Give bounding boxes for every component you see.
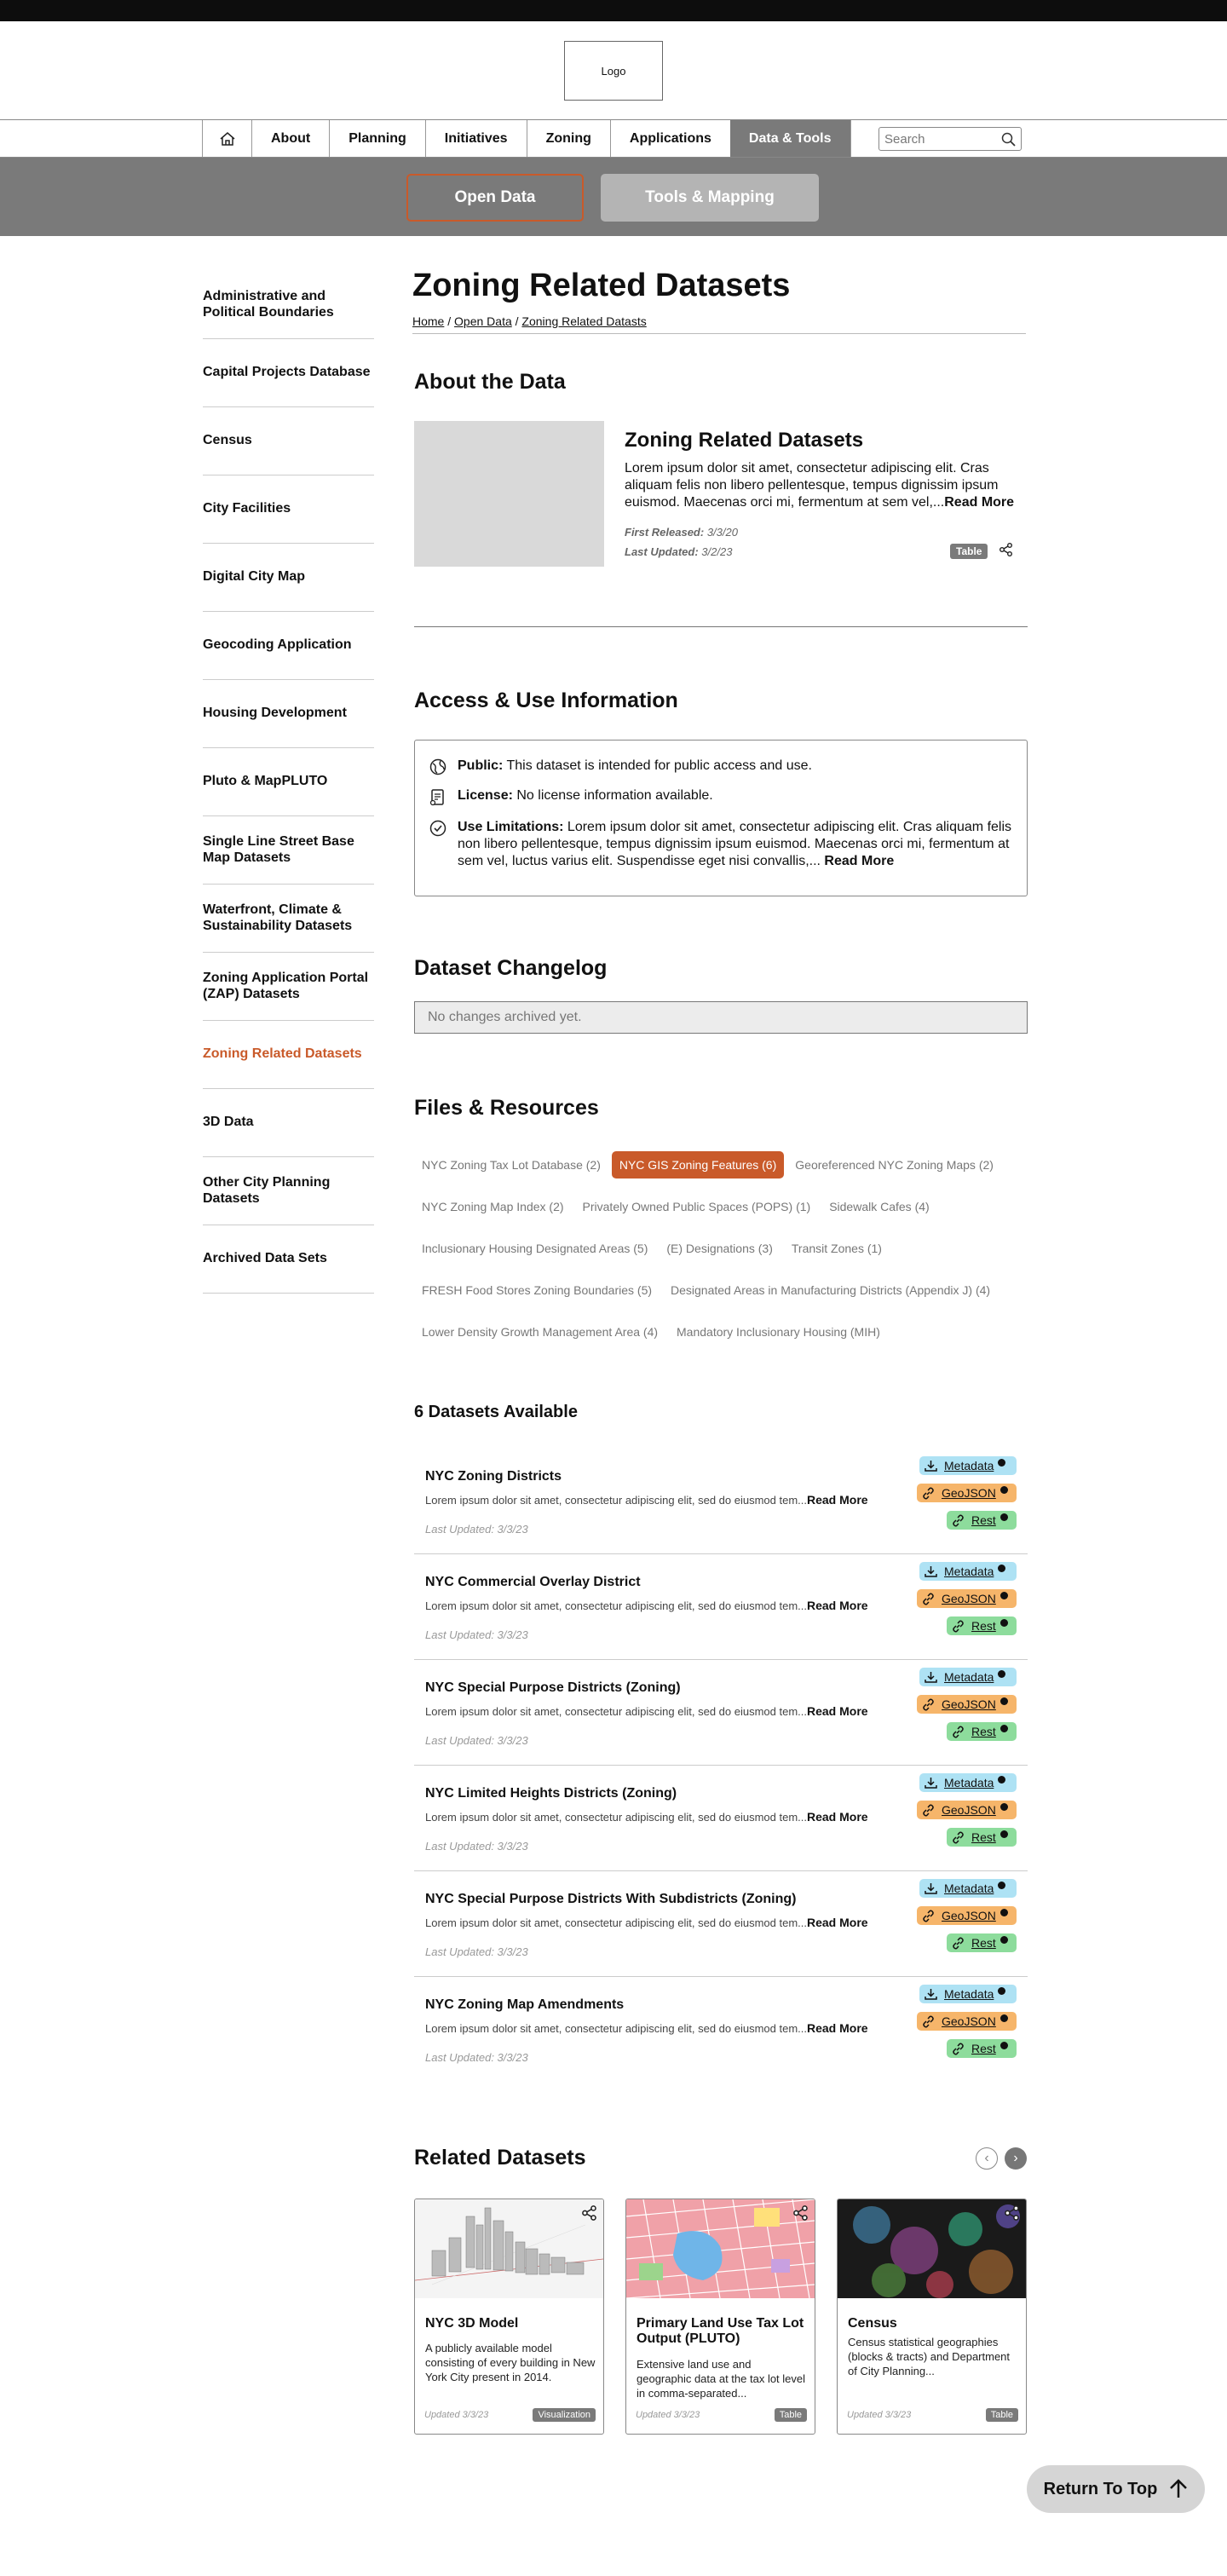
card-title: NYC 3D Model (425, 2316, 519, 2331)
info-dot-icon (998, 1565, 1005, 1572)
geojson-button[interactable] (917, 1589, 1017, 1608)
tools-mapping-button[interactable]: Tools & Mapping (601, 174, 819, 222)
use-read-more[interactable]: Read More (824, 854, 895, 868)
info-dot-icon (998, 1459, 1005, 1467)
metadata-button[interactable] (919, 1456, 1017, 1475)
sidebar-item-capital-projects[interactable]: Capital Projects Database (203, 339, 374, 407)
card-updated: Updated 3/3/23 (636, 2410, 700, 2420)
dataset-title[interactable]: NYC Special Purpose Districts (Zoning) (425, 1680, 681, 1695)
info-dot-icon (998, 1670, 1005, 1678)
card-title: Primary Land Use Tax Lot Output (PLUTO) (637, 2316, 804, 2347)
public-text: This dataset is intended for public access and use. (506, 758, 812, 773)
open-data-button[interactable]: Open Data (406, 174, 584, 222)
dataset-description (425, 2021, 868, 2035)
download-icon (925, 1882, 937, 1894)
rest-label: Rest (971, 1725, 996, 1738)
rest-button[interactable] (947, 2039, 1017, 2058)
metadata-label: Metadata (944, 1882, 994, 1895)
download-icon (925, 1777, 937, 1789)
dataset-description (425, 1704, 868, 1718)
card-tag: Table (986, 2408, 1018, 2422)
public-label: Public: (458, 758, 504, 773)
link-icon (922, 1593, 935, 1605)
download-icon (925, 1988, 937, 2000)
dataset-description (425, 1810, 868, 1824)
dataset-row (414, 1766, 1028, 1871)
nav-initiatives[interactable]: Initiatives (425, 120, 527, 157)
changelog-box: No changes archived yet. (414, 1001, 1028, 1034)
geojson-label: GeoJSON (942, 1803, 996, 1817)
first-released-value: 3/3/20 (706, 526, 738, 539)
first-released (625, 526, 738, 539)
license-icon (429, 788, 447, 807)
chip-fresh-food[interactable]: FRESH Food Stores Zoning Boundaries (5) (422, 1283, 653, 1297)
license-text: No license information available. (516, 788, 713, 803)
rest-button[interactable] (947, 1511, 1017, 1530)
use-text: Lorem ipsum dolor sit amet, consectetur adipiscing elit. Cras aliquam felis non libero pellentesque, tempus dignissim ipsum euismod. Maecenas orci mi, fermentum at sem vel, luctus varius elit. Suspendisse eget nisi convallis,... (458, 820, 1012, 868)
logo[interactable]: Logo (564, 41, 663, 101)
share-icon[interactable] (792, 2204, 809, 2222)
about-heading: About the Data (414, 370, 566, 394)
nav-about[interactable]: About (251, 120, 329, 157)
info-dot-icon (1000, 1619, 1008, 1627)
download-icon (925, 1565, 937, 1577)
chevron-left-icon: ‹ (984, 2151, 989, 2165)
divider (414, 626, 1028, 627)
sidebar-item-housing[interactable]: Housing Development (203, 680, 374, 748)
dataset-desc-text: Lorem ipsum dolor sit amet, consectetur adipiscing elit, sed do eiusmod tem... (425, 1599, 807, 1612)
home-nav-button[interactable] (202, 120, 251, 157)
city-3d-model-image (415, 2199, 603, 2298)
first-released-label: First Released: (625, 526, 705, 539)
dataset-desc-text: Lorem ipsum dolor sit amet, consectetur adipiscing elit, sed do eiusmod tem... (425, 1916, 807, 1929)
chip-e-designations[interactable]: (E) Designations (3) (666, 1242, 773, 1255)
home-icon (219, 131, 236, 147)
dataset-read-more[interactable]: Read More (807, 1704, 868, 1718)
link-icon (922, 1910, 935, 1922)
sidebar-item-census[interactable]: Census (203, 407, 374, 475)
dataset-updated: Last Updated: 3/3/23 (425, 1945, 528, 1958)
info-dot-icon (1000, 1725, 1008, 1732)
info-dot-icon (1000, 1697, 1008, 1705)
sidebar (203, 271, 374, 1294)
breadcrumb-current[interactable]: Zoning Related Datasts (521, 314, 647, 328)
dataset-read-more[interactable]: Read More (807, 1493, 868, 1507)
carousel-next-button[interactable] (1005, 2147, 1027, 2170)
link-icon (952, 1831, 965, 1844)
dataset-row (414, 1554, 1028, 1660)
geojson-label: GeoJSON (942, 1697, 996, 1711)
chip-sidewalk-cafes[interactable]: Sidewalk Cafes (4) (829, 1200, 930, 1213)
dataset-updated: Last Updated: 3/3/23 (425, 1523, 528, 1536)
download-icon (925, 1460, 937, 1472)
resource-filter-chips (414, 1150, 1036, 1358)
sidebar-item-3d-data[interactable]: 3D Data (203, 1089, 374, 1157)
last-updated (625, 545, 732, 558)
census-map-image (838, 2199, 1026, 2298)
chip-transit-zones[interactable]: Transit Zones (1) (791, 1242, 882, 1255)
changelog-heading: Dataset Changelog (414, 956, 608, 980)
license-label: License: (458, 788, 513, 803)
metadata-label: Metadata (944, 1776, 994, 1789)
access-info-box (414, 740, 1028, 896)
geojson-label: GeoJSON (942, 2014, 996, 2028)
about-image-placeholder (414, 421, 604, 567)
sidebar-item-waterfront[interactable]: Waterfront, Climate & Sustainability Datasets (203, 885, 374, 953)
related-heading: Related Datasets (414, 2146, 586, 2170)
geojson-label: GeoJSON (942, 1909, 996, 1922)
datasets-count: 6 Datasets Available (414, 1403, 578, 1421)
carousel-prev-button[interactable] (976, 2147, 998, 2170)
search-placeholder: Search (884, 131, 925, 147)
sidebar-item-zoning-related[interactable]: Zoning Related Datasets (203, 1021, 374, 1089)
info-dot-icon (1000, 1486, 1008, 1494)
access-heading: Access & Use Information (414, 689, 678, 712)
info-dot-icon (1000, 1513, 1008, 1521)
pluto-map-image (626, 2199, 815, 2298)
dataset-updated: Last Updated: 3/3/23 (425, 1840, 528, 1853)
share-icon[interactable] (999, 542, 1014, 557)
card-description: Census statistical geographies (blocks & tracts) and Department of City Planning... (848, 2336, 1011, 2377)
rest-label: Rest (971, 1936, 996, 1950)
access-use-row (429, 819, 1013, 870)
breadcrumb-open-data[interactable]: Open Data (454, 314, 512, 328)
info-dot-icon (1000, 1909, 1008, 1916)
link-icon (952, 1620, 965, 1633)
globe-icon (429, 758, 447, 775)
info-dot-icon (1000, 2014, 1008, 2022)
geojson-button[interactable] (917, 2012, 1017, 2031)
dataset-title[interactable]: NYC Zoning Map Amendments (425, 1997, 625, 2012)
files-heading: Files & Resources (414, 1096, 599, 1120)
sidebar-item-pluto[interactable]: Pluto & MapPLUTO (203, 748, 374, 816)
last-updated-value: 3/2/23 (701, 545, 733, 558)
link-icon (952, 1726, 965, 1738)
link-icon (952, 1937, 965, 1950)
rest-label: Rest (971, 2042, 996, 2055)
metadata-button[interactable] (919, 1562, 1017, 1581)
sidebar-item-street-base-map[interactable]: Single Line Street Base Map Datasets (203, 816, 374, 885)
dataset-title[interactable]: NYC Zoning Districts (425, 1469, 562, 1484)
related-card-pluto[interactable] (625, 2199, 815, 2435)
nav-zoning[interactable]: Zoning (527, 120, 610, 157)
rest-label: Rest (971, 1513, 996, 1527)
arrow-up-icon (1169, 2479, 1188, 2499)
link-icon (922, 1698, 935, 1711)
rest-button[interactable] (947, 1828, 1017, 1847)
card-updated: Updated 3/3/23 (847, 2410, 912, 2420)
search-icon[interactable] (1001, 132, 1016, 147)
geojson-button[interactable] (917, 1801, 1017, 1819)
dataset-read-more[interactable]: Read More (807, 1916, 868, 1929)
dataset-desc-text: Lorem ipsum dolor sit amet, consectetur adipiscing elit, sed do eiusmod tem... (425, 1811, 807, 1824)
dataset-row (414, 1449, 1028, 1554)
geojson-button[interactable] (917, 1695, 1017, 1714)
check-circle-icon (429, 820, 447, 837)
metadata-label: Metadata (944, 1459, 994, 1472)
link-icon (922, 2015, 935, 2028)
card-tag: Visualization (533, 2408, 596, 2422)
access-public-row (429, 758, 1013, 775)
return-to-top-button[interactable] (1027, 2465, 1205, 2513)
link-icon (952, 2043, 965, 2055)
download-icon (925, 1671, 937, 1683)
rest-button[interactable] (947, 1933, 1017, 1952)
info-dot-icon (1000, 1936, 1008, 1944)
dataset-row (414, 1977, 1028, 2083)
metadata-label: Metadata (944, 1565, 994, 1578)
geojson-button[interactable] (917, 1906, 1017, 1925)
info-dot-icon (998, 1776, 1005, 1784)
info-dot-icon (1000, 1830, 1008, 1838)
card-description: Extensive land use and geographic data at the tax lot level in comma-separated... (637, 2358, 806, 2400)
geojson-label: GeoJSON (942, 1592, 996, 1605)
dataset-desc-text: Lorem ipsum dolor sit amet, consectetur adipiscing elit, sed do eiusmod tem... (425, 1494, 807, 1507)
chip-lower-density[interactable]: Lower Density Growth Management Area (4) (422, 1325, 659, 1339)
card-description: A publicly available model consisting of every building in New York City present in 2014. (425, 2342, 596, 2383)
about-desc-text: Lorem ipsum dolor sit amet, consectetur adipiscing elit. Cras aliquam felis non libero pellentesque, tempus dignissim ipsum euismod. Maecenas orci mi, fermentum at sem vel,... (625, 461, 999, 510)
dataset-title[interactable]: NYC Commercial Overlay District (425, 1575, 641, 1589)
metadata-label: Metadata (944, 1670, 994, 1684)
nav-planning[interactable]: Planning (329, 120, 425, 157)
sidebar-item-digital-city-map[interactable]: Digital City Map (203, 544, 374, 612)
rest-button[interactable] (947, 1722, 1017, 1741)
related-card-census[interactable] (837, 2199, 1027, 2435)
rest-label: Rest (971, 1830, 996, 1844)
breadcrumb-home[interactable]: Home (412, 314, 445, 328)
metadata-label: Metadata (944, 1987, 994, 2001)
dataset-read-more[interactable]: Read More (807, 1810, 868, 1824)
card-title: Census (848, 2316, 897, 2331)
page-title: Zoning Related Datasets (412, 268, 791, 303)
dataset-row (414, 1660, 1028, 1766)
dataset-updated: Last Updated: 3/3/23 (425, 1628, 528, 1641)
metadata-button[interactable] (919, 1985, 1017, 2003)
table-tag: Table (950, 544, 988, 559)
dataset-updated: Last Updated: 3/3/23 (425, 2051, 528, 2064)
info-dot-icon (1000, 1803, 1008, 1811)
nav-data-tools[interactable]: Data & Tools (730, 120, 851, 157)
sidebar-item-archived[interactable]: Archived Data Sets (203, 1225, 374, 1294)
main-nav (0, 119, 1227, 158)
about-description (625, 460, 1025, 511)
chevron-right-icon: › (1013, 2151, 1018, 2165)
card-tag: Table (775, 2408, 807, 2422)
dataset-title[interactable]: NYC Limited Heights Districts (Zoning) (425, 1786, 677, 1801)
sidebar-item-geocoding[interactable]: Geocoding Application (203, 612, 374, 680)
metadata-button[interactable] (919, 1773, 1017, 1792)
breadcrumb: Home / Open Data / Zoning Related Datasts (412, 314, 1026, 334)
search-input[interactable] (878, 127, 1022, 151)
chip-gis-zoning-features[interactable]: NYC GIS Zoning Features (6) (612, 1151, 784, 1179)
dataset-list (414, 1449, 1028, 2083)
info-dot-icon (1000, 2042, 1008, 2049)
info-dot-icon (998, 1882, 1005, 1889)
info-dot-icon (1000, 1592, 1008, 1599)
rest-label: Rest (971, 1619, 996, 1633)
return-to-top-label: Return To Top (1043, 2479, 1158, 2498)
card-updated: Updated 3/3/23 (424, 2410, 489, 2420)
dataset-description (425, 1599, 868, 1612)
link-icon (922, 1804, 935, 1817)
share-icon[interactable] (1004, 2204, 1021, 2222)
metadata-button[interactable] (919, 1879, 1017, 1898)
sidebar-item-zap[interactable]: Zoning Application Portal (ZAP) Datasets (203, 953, 374, 1021)
dataset-title[interactable]: NYC Special Purpose Districts With Subdistricts (Zoning) (425, 1892, 797, 1906)
dataset-desc-text: Lorem ipsum dolor sit amet, consectetur adipiscing elit, sed do eiusmod tem... (425, 1705, 807, 1718)
sidebar-item-city-facilities[interactable]: City Facilities (203, 475, 374, 544)
last-updated-label: Last Updated: (625, 545, 699, 558)
share-icon[interactable] (581, 2204, 598, 2222)
chip-tax-lot[interactable]: NYC Zoning Tax Lot Database (2) (422, 1158, 601, 1172)
sidebar-item-administrative[interactable]: Administrative and Political Boundaries (203, 271, 374, 339)
dataset-row (414, 1871, 1028, 1977)
info-dot-icon (998, 1987, 1005, 1995)
geojson-label: GeoJSON (942, 1486, 996, 1500)
link-icon (952, 1514, 965, 1527)
dataset-desc-text: Lorem ipsum dolor sit amet, consectetur adipiscing elit, sed do eiusmod tem... (425, 2022, 807, 2035)
chip-georeferenced-maps[interactable]: Georeferenced NYC Zoning Maps (2) (795, 1158, 994, 1172)
about-title: Zoning Related Datasets (625, 429, 864, 452)
dataset-updated: Last Updated: 3/3/23 (425, 1734, 528, 1747)
metadata-button[interactable] (919, 1668, 1017, 1686)
rest-button[interactable] (947, 1616, 1017, 1635)
sidebar-item-other[interactable]: Other City Planning Datasets (203, 1157, 374, 1225)
chip-mih[interactable]: Mandatory Inclusionary Housing (MIH) (677, 1325, 880, 1339)
nav-applications[interactable]: Applications (610, 120, 730, 157)
about-read-more[interactable]: Read More (944, 495, 1015, 510)
chip-zoning-map-index[interactable]: NYC Zoning Map Index (2) (422, 1200, 564, 1213)
access-license-row (429, 787, 1013, 807)
chip-appendix-j[interactable]: Designated Areas in Manufacturing Districts (Appendix J) (4) (671, 1283, 991, 1297)
geojson-button[interactable] (917, 1484, 1017, 1502)
chip-pops[interactable]: Privately Owned Public Spaces (POPS) (1) (582, 1200, 811, 1213)
dataset-description (425, 1916, 868, 1929)
sub-nav (0, 158, 1227, 236)
chip-inclusionary-housing[interactable]: Inclusionary Housing Designated Areas (5) (422, 1242, 648, 1255)
top-black-bar (0, 0, 1227, 21)
dataset-read-more[interactable]: Read More (807, 1599, 868, 1612)
link-icon (922, 1487, 935, 1500)
related-card-3d-model[interactable] (414, 2199, 604, 2435)
dataset-description (425, 1493, 868, 1507)
use-label: Use Limitations: (458, 820, 564, 834)
dataset-read-more[interactable]: Read More (807, 2021, 868, 2035)
